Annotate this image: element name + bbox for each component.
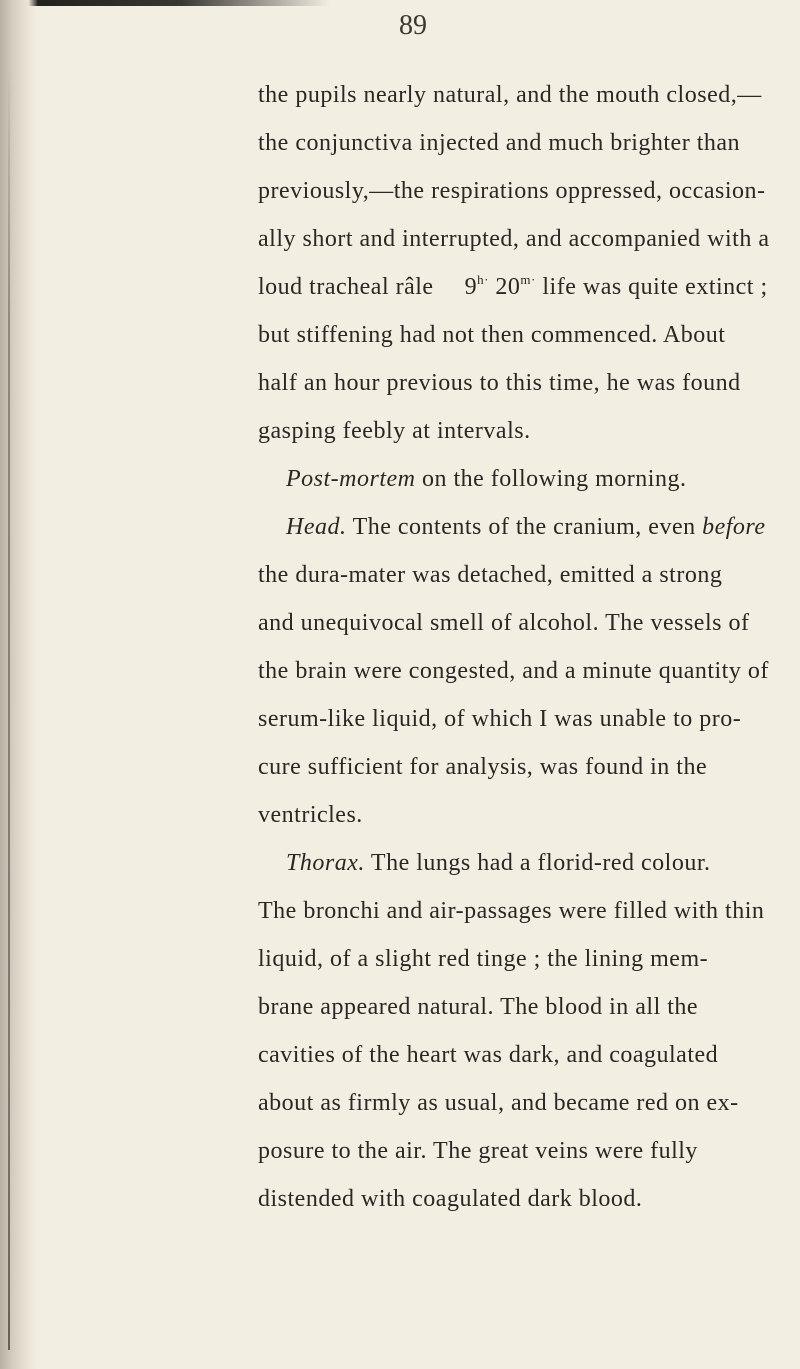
text-line: half an hour previous to this time, he was found (258, 370, 741, 396)
text-line: Post-mortem on the following morning. (286, 466, 687, 492)
text-line: cure sufficient for analysis, was found in the (258, 754, 708, 780)
text-line: and unequivocal smell of alcohol. The vessels of (258, 610, 750, 636)
text-line: Thorax. The lungs had a florid-red colour. (286, 850, 711, 876)
text-line: the dura-mater was detached, emitted a strong (258, 562, 723, 588)
top-edge-shadow (0, 0, 330, 6)
text-line: gasping feebly at intervals. (258, 418, 531, 444)
text-line: Head. The contents of the cranium, even before (286, 514, 766, 540)
binding-crease (8, 70, 10, 1350)
text-line: but stiffening had not then commenced. About (258, 322, 726, 348)
text-line: loud tracheal râle $9^{h\cdot}$ $20^{m\cdot}$ life was quite extinct ; (258, 272, 768, 300)
text-line: distended with coagulated dark blood. (258, 1186, 643, 1212)
text-line: serum-like liquid, of which I was unable to pro- (258, 706, 742, 732)
text-line: the brain were congested, and a minute quantity of (258, 658, 769, 684)
text-line: The bronchi and air-passages were filled with thin (258, 898, 765, 924)
text-line: cavities of the heart was dark, and coagulated (258, 1042, 719, 1068)
text-line: ally short and interrupted, and accompanied with a (258, 226, 770, 252)
text-line: liquid, of a slight red tinge ; the lining mem- (258, 946, 709, 972)
text-line: brane appeared natural. The blood in all the (258, 994, 699, 1020)
text-line: the pupils nearly natural, and the mouth closed,— (258, 82, 762, 108)
text-line: the conjunctiva injected and much brighter than (258, 130, 741, 156)
text-line: ventricles. (258, 802, 363, 828)
page-number: 89 (399, 10, 427, 41)
text-line: posure to the air. The great veins were fully (258, 1138, 698, 1164)
page-binding-edge (0, 0, 38, 1369)
text-line: previously,—the respirations oppressed, occasion- (258, 178, 766, 204)
text-line: about as firmly as usual, and became red on ex- (258, 1090, 739, 1116)
